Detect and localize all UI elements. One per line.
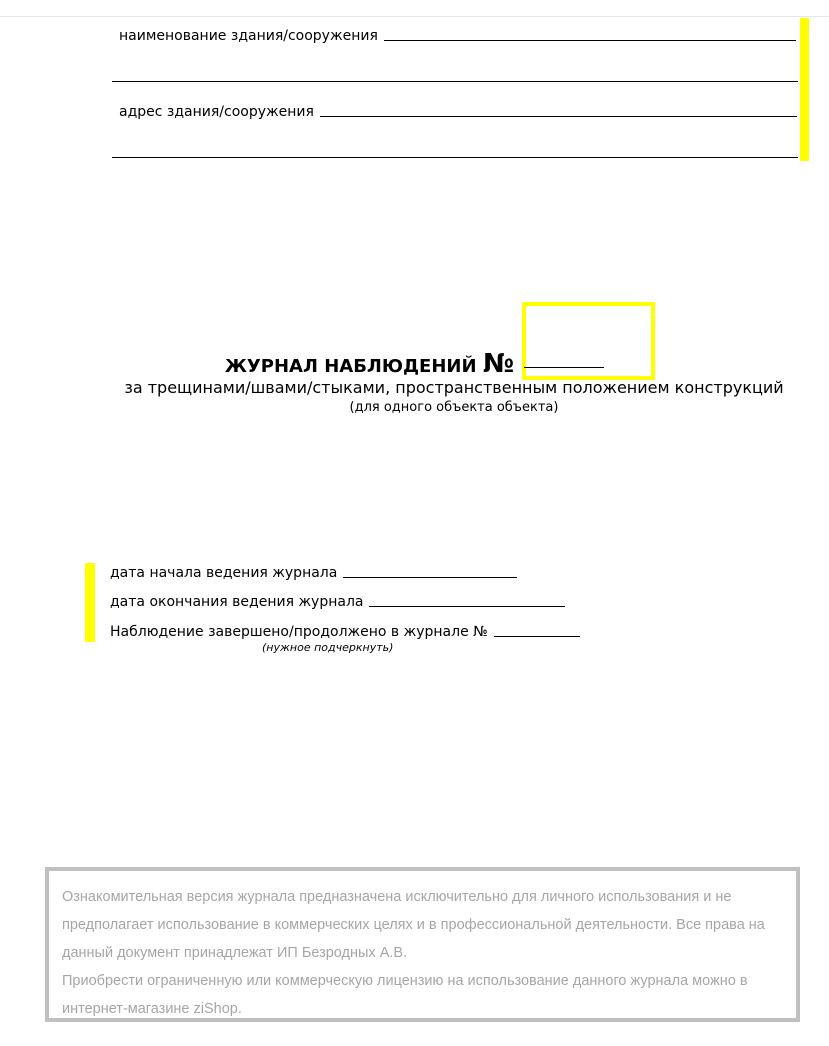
underline-hint: (нужное подчеркнуть) bbox=[262, 641, 394, 654]
page-top-divider bbox=[0, 16, 829, 17]
journal-title-text: ЖУРНАЛ НАБЛЮДЕНИЙ bbox=[224, 356, 477, 377]
highlight-bar-dates bbox=[85, 563, 95, 642]
end-date-line[interactable] bbox=[369, 605, 565, 607]
continued-journal-field[interactable] bbox=[110, 624, 580, 640]
journal-note: (для одного объекта объекта) bbox=[349, 400, 559, 415]
building-address-field[interactable] bbox=[119, 104, 797, 120]
continued-journal-line[interactable] bbox=[494, 635, 580, 637]
continued-journal-label: Наблюдение завершено/продолжено в журнале № bbox=[110, 624, 488, 640]
number-sign: № bbox=[482, 349, 515, 379]
license-notice bbox=[45, 867, 800, 1022]
journal-number-line[interactable] bbox=[524, 366, 604, 368]
notice-paragraph-2: Приобрести ограниченную или коммерческую лицензию на использование данного журнала можно в интернет-магазине ziShop. bbox=[62, 973, 748, 1017]
building-name-line[interactable] bbox=[384, 39, 796, 41]
building-name-line-2[interactable] bbox=[112, 81, 798, 82]
building-address-line-2[interactable] bbox=[112, 157, 798, 158]
start-date-line[interactable] bbox=[343, 576, 517, 578]
notice-paragraph-1: Ознакомительная версия журнала предназначена исключительно для личного использования и не предполагает использование в коммерческих целях и в профессиональной деятельности. Все права на данный документ принадлежат ИП Безродных А.В. bbox=[62, 889, 765, 961]
start-date-label: дата начала ведения журнала bbox=[110, 565, 338, 581]
building-name-label: наименование здания/сооружения bbox=[119, 28, 378, 44]
journal-subtitle: за трещинами/швами/стыками, пространственным положением конструкций bbox=[124, 378, 784, 397]
end-date-label: дата окончания ведения журнала bbox=[110, 594, 364, 610]
start-date-field[interactable] bbox=[110, 565, 517, 581]
journal-title bbox=[0, 349, 829, 379]
end-date-field[interactable] bbox=[110, 594, 565, 610]
building-address-line[interactable] bbox=[320, 115, 797, 117]
building-address-label: адрес здания/сооружения bbox=[119, 104, 314, 120]
building-name-field[interactable] bbox=[119, 28, 796, 44]
highlight-bar-header bbox=[800, 18, 809, 161]
